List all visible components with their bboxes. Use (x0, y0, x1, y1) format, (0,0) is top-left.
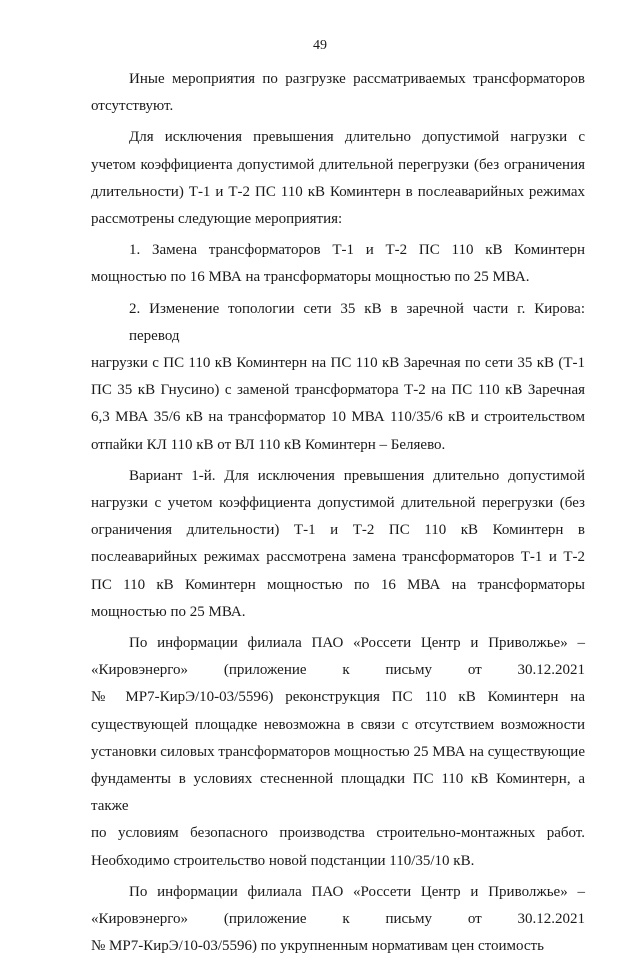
text-line: нагрузки с учетом коэффициента допустимой длительной перегрузки (без (91, 495, 585, 512)
text-line: По информации филиала ПАО «Россети Центр и Приволжье» – (129, 883, 585, 900)
text-line: 6,3 МВА 35/6 кВ на трансформатор 10 МВА 110/35/6 кВ и строительством (91, 409, 585, 426)
paragraph (91, 879, 585, 961)
text-line: Необходимо строительство новой подстанции 110/35/10 кВ. (91, 852, 475, 869)
text-line: рассмотрены следующие мероприятия: (91, 211, 343, 228)
paragraph (91, 630, 585, 875)
text-line: отпайки КЛ 110 кВ от ВЛ 110 кВ Коминтерн – Беляево. (91, 436, 446, 453)
text-line: Для исключения превышения длительно допустимой нагрузки с (129, 129, 585, 146)
text-line: Вариант 1-й. Для исключения превышения длительно допустимой (129, 467, 585, 484)
text-line: 2. Изменение топологии сети 35 кВ в заречной части г. Кирова: перевод (129, 300, 585, 344)
text-line: нагрузки с ПС 110 кВ Коминтерн на ПС 110 кВ Заречная по сети 35 кВ (Т-1 (91, 355, 585, 372)
text-line: по условиям безопасного производства строительно-монтажных работ. (91, 825, 585, 842)
text-line: мощностью по 16 МВА на трансформаторы мощностью по 25 МВА. (91, 269, 530, 286)
text-line: мощностью по 25 МВА. (91, 603, 246, 620)
page-number: 49 (313, 38, 327, 53)
text-line: № МР7-КирЭ/10-03/5596) реконструкция ПС 110 кВ Коминтерн на (91, 689, 585, 706)
paragraph (91, 124, 585, 233)
paragraph (91, 237, 585, 291)
text-line: установки силовых трансформаторов мощностью 25 МВА на существующие (91, 743, 585, 760)
text-line: отсутствуют. (91, 98, 174, 115)
text-line: По информации филиала ПАО «Россети Центр и Приволжье» – (129, 635, 585, 652)
text-line: Иные мероприятия по разгрузке рассматриваемых трансформаторов (129, 71, 585, 87)
text-line: ПС 110 кВ Коминтерн мощностью по 16 МВА на трансформаторы (91, 576, 585, 593)
text-line: «Кировэнерго» (приложение к письму от 30.12.2021 (91, 911, 585, 928)
text-line: существующей площадке невозможна в связи с отсутствием возможности (91, 716, 585, 733)
text-line: «Кировэнерго» (приложение к письму от 30.12.2021 (91, 662, 585, 679)
paragraph (91, 66, 585, 120)
paragraph (91, 463, 585, 626)
text-line: ПС 35 кВ Гнусино) с заменой трансформатора Т-2 на ПС 110 кВ Заречная (91, 382, 585, 399)
text-line: послеаварийных режимах рассмотрена замена трансформаторов Т-1 и Т-2 (91, 549, 585, 566)
text-line: длительности) Т-1 и Т-2 ПС 110 кВ Коминтерн в послеаварийных режимах (91, 183, 585, 200)
text-line: фундаменты в условиях стесненной площадки ПС 110 кВ Коминтерн, а также (91, 771, 585, 815)
text-line: ограничения длительности) Т-1 и Т-2 ПС 110 кВ Коминтерн в (91, 522, 585, 539)
text-line: № МР7-КирЭ/10-03/5596) по укрупненным нормативам цен стоимость (91, 938, 544, 955)
document-body (91, 66, 585, 961)
text-line: 1. Замена трансформаторов Т-1 и Т-2 ПС 110 кВ Коминтерн (129, 242, 585, 259)
text-line: учетом коэффициента допустимой длительной перегрузки (без ограничения (91, 156, 585, 173)
paragraph (91, 296, 585, 459)
